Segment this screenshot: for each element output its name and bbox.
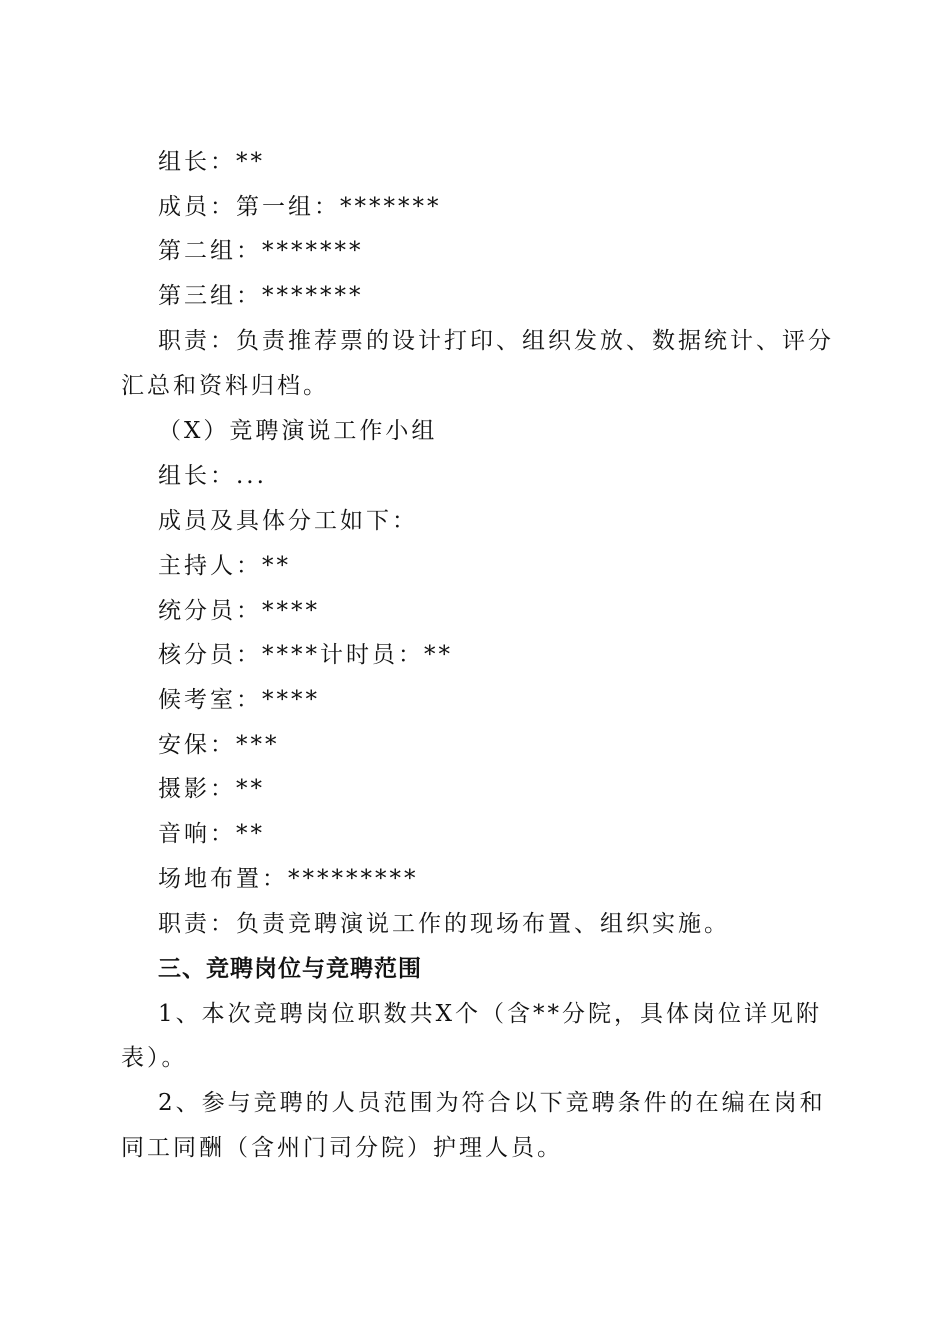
photography-line: 摄影：** <box>158 776 265 802</box>
checker-timer-line: 核分员：****计时员：** <box>158 642 453 668</box>
security-line: 安保：*** <box>158 732 280 758</box>
speech-duty-line: 职责：负责竞聘演说工作的现场布置、组织实施。 <box>158 911 730 937</box>
item-1-line-2: 表）。 <box>121 1045 188 1071</box>
venue-setup-line: 场地布置：********* <box>158 866 419 892</box>
duty-line-1: 职责：负责推荐票的设计打印、组织发放、数据统计、评分 <box>158 328 834 354</box>
group3-line: 第三组：******* <box>158 283 364 309</box>
members-division-line: 成员及具体分工如下： <box>158 508 418 534</box>
speech-leader-line: 组长：... <box>158 463 267 489</box>
host-line: 主持人：** <box>158 553 291 579</box>
item-1-line-1: 1、本次竞聘岗位职数共X个（含**分院，具体岗位详见附 <box>158 1001 823 1027</box>
section-x-title: （X）竞聘演说工作小组 <box>158 418 438 444</box>
item-2-line-1: 2、参与竞聘的人员范围为符合以下竞聘条件的在编在岗和 <box>158 1090 826 1116</box>
item-2-line-2: 同工同酬（含州门司分院）护理人员。 <box>121 1135 563 1161</box>
section-3-heading: 三、竞聘岗位与竞聘范围 <box>158 956 422 982</box>
members-group1-line: 成员：第一组：******* <box>158 194 442 220</box>
audio-line: 音响：** <box>158 821 265 847</box>
duty-line-2: 汇总和资料归档。 <box>121 373 329 399</box>
group2-line: 第二组：******* <box>158 238 364 264</box>
group-leader-line: 组长：** <box>158 149 265 175</box>
waiting-room-line: 候考室：**** <box>158 687 320 713</box>
scorer-line: 统分员：**** <box>158 598 320 624</box>
